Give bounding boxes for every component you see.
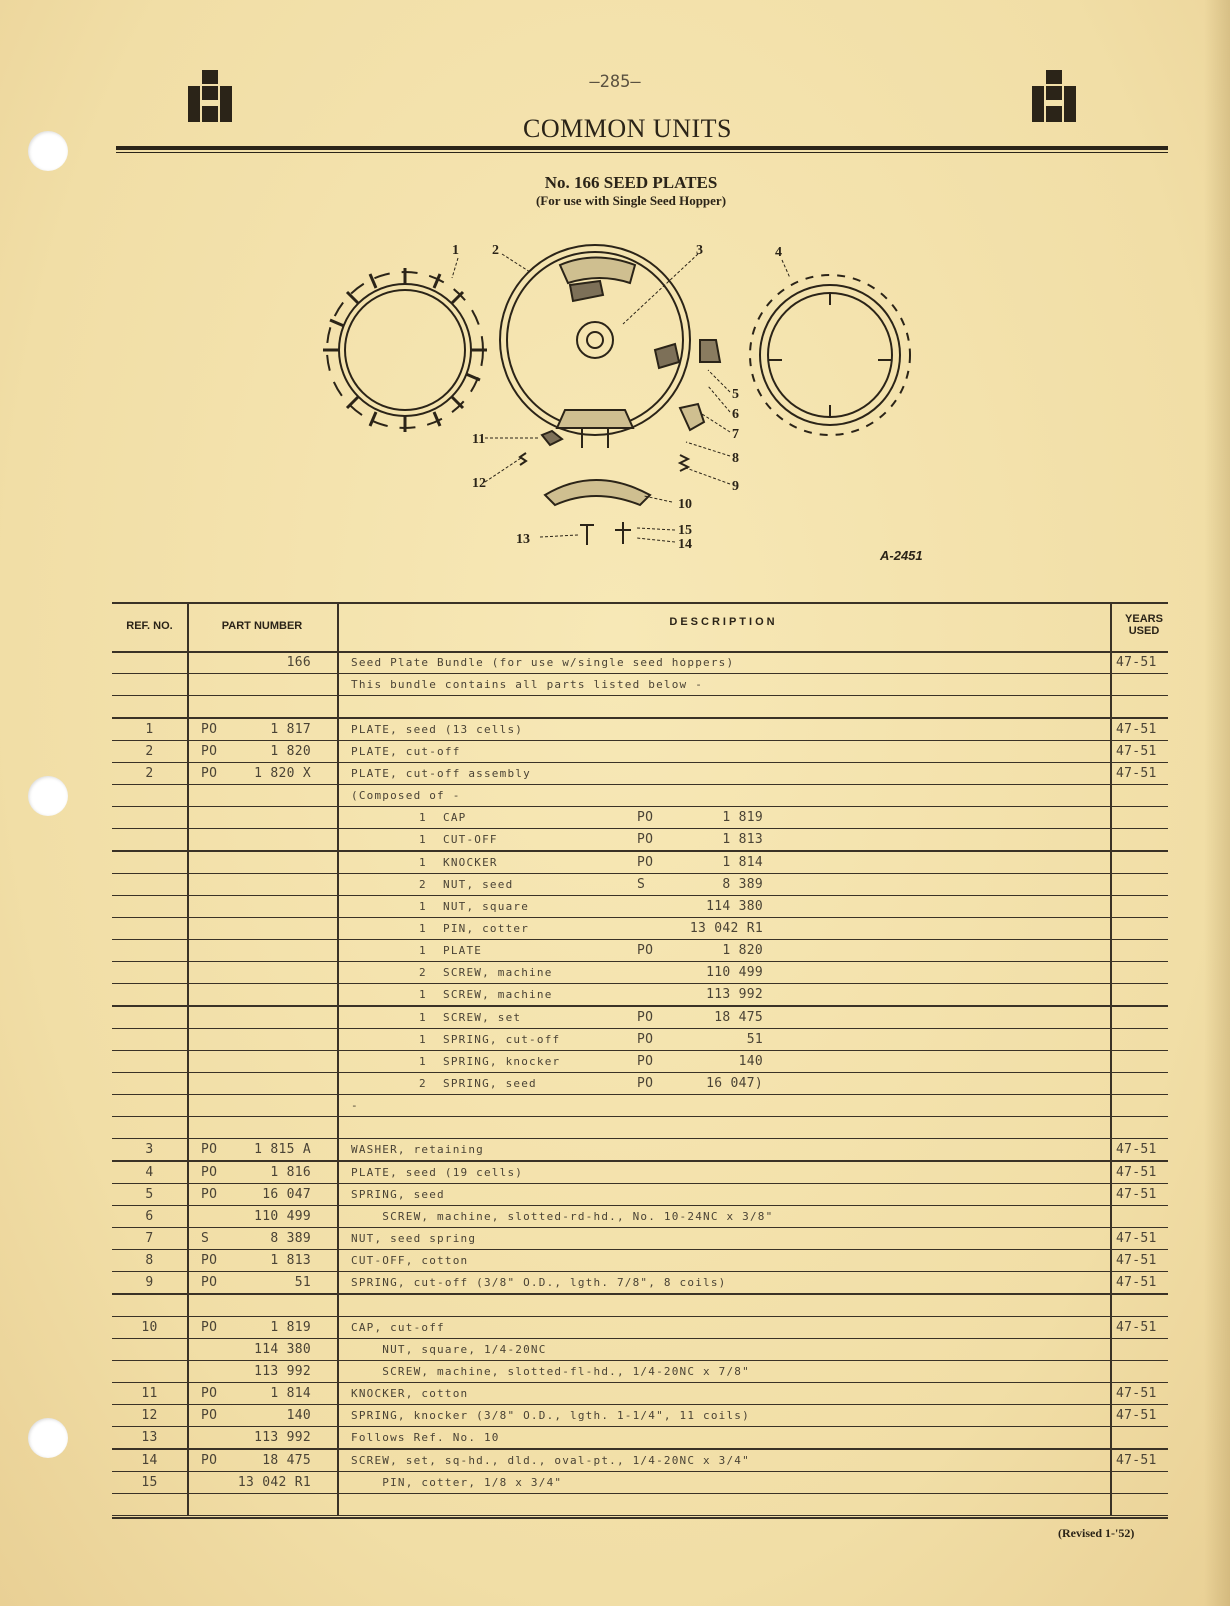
table-row-rule [112,917,1168,918]
row-ref-no: 15 [141,1474,158,1490]
title-rule [116,146,1168,150]
row-description: SCREW, set, sq-hd., dld., oval-pt., 1/4-20NC x 3/4" [351,1453,750,1467]
row-part-prefix: PO [201,743,218,759]
figure-id: A-2451 [880,548,923,563]
row-sub-part-prefix: PO [637,1053,654,1069]
callout-1: 1 [452,243,459,258]
row-years-used: 47-51 [1116,1253,1157,1269]
table-row-rule [112,784,1168,785]
row-sub-description: CUT-OFF [443,833,498,847]
row-part-number: 16 047 [262,1186,311,1202]
row-ref-no: 5 [145,1186,154,1202]
callout-3: 3 [696,243,703,258]
row-part-number: 1 813 [270,1253,311,1269]
row-sub-part-prefix: PO [637,832,654,848]
row-description: SPRING, cut-off (3/8" O.D., lgth. 7/8", 8 coils) [351,1276,727,1290]
row-part-prefix: PO [201,1452,218,1468]
row-part-number: 18 475 [262,1452,311,1468]
row-description: CUT-OFF, cotton [351,1254,469,1268]
table-row-rule [112,1338,1168,1339]
row-sub-description: PIN, cotter [443,921,530,935]
row-sub-part-prefix: PO [637,943,654,959]
table-top-rule [112,602,1168,604]
row-part-number: 114 380 [254,1341,311,1357]
row-years-used: 47-51 [1116,1452,1157,1468]
row-sub-quantity: 1 [419,1054,427,1068]
row-description: SPRING, seed [351,1187,445,1201]
revision-note: (Revised 1-'52) [1058,1526,1135,1540]
row-sub-quantity: 1 [419,1032,427,1046]
row-description: - [351,1099,359,1113]
row-sub-quantity: 1 [419,855,427,869]
row-description: PLATE, cut-off assembly [351,766,531,780]
row-ref-no: 8 [145,1253,154,1269]
row-sub-part-number: 51 [746,1031,763,1047]
row-part-number: 1 816 [270,1164,311,1180]
table-row-rule [112,1138,1168,1139]
table-row-rule [112,1227,1168,1228]
row-sub-part-number: 16 047) [706,1076,763,1091]
table-row-rule [112,1293,1168,1294]
row-description: PLATE, seed (13 cells) [351,722,524,736]
row-years-used: 47-51 [1116,1164,1157,1180]
callout-13: 13 [516,532,530,547]
row-part-number: 8 389 [270,1231,311,1247]
row-ref-no: 6 [145,1208,154,1224]
table-row-rule [112,1471,1168,1472]
row-years-used: 47-51 [1116,1275,1157,1291]
row-description: PLATE, cut-off [351,744,461,758]
row-sub-part-prefix: PO [637,1031,654,1047]
page-edge-shadow [1204,0,1230,1606]
row-ref-no: 7 [145,1231,154,1247]
row-years-used: 47-51 [1116,1142,1157,1158]
row-sub-quantity: 1 [419,899,427,913]
row-description: This bundle contains all parts listed below - [351,678,704,692]
row-sub-description: PLATE [443,944,483,958]
table-row-rule [112,1382,1168,1383]
table-row-rule [112,828,1168,829]
table-row-rule [112,983,1168,984]
table-row-rule [112,939,1168,940]
row-description: SPRING, knocker (3/8" O.D., lgth. 1-1/4", 11 coils) [351,1409,750,1423]
table-row-rule [112,1404,1168,1405]
row-ref-no: 10 [141,1319,158,1335]
row-description: (Composed of - [351,789,461,803]
table-row-rule [112,1360,1168,1361]
row-sub-quantity: 2 [419,877,427,891]
table-row-rule [112,806,1168,807]
row-description: NUT, seed spring [351,1232,477,1246]
seed-plate-13-cells-drawing [323,268,487,432]
header-years-used: YEARS USED [1125,613,1163,637]
row-sub-part-prefix: PO [637,1076,654,1091]
table-row-rule [112,1094,1168,1095]
row-sub-quantity: 1 [419,944,427,958]
row-part-number: 113 992 [254,1430,311,1446]
callout-9: 9 [732,479,739,494]
row-ref-no: 14 [141,1452,158,1468]
row-part-number: 140 [286,1408,311,1424]
table-row-rule [112,1448,1168,1449]
row-ref-no: 1 [145,721,154,737]
binder-hole-middle [28,776,68,816]
header-description: DESCRIPTION [669,616,778,628]
table-row-rule [112,1271,1168,1272]
row-sub-description: KNOCKER [443,855,498,869]
row-sub-part-number: 1 819 [722,810,763,826]
table-row-rule [112,850,1168,851]
row-description: SCREW, machine, slotted-fl-hd., 1/4-20NC x 7/8" [351,1364,750,1378]
row-part-number: 13 042 R1 [237,1474,311,1490]
row-part-number: 1 815 A [254,1142,311,1158]
row-description: SCREW, machine, slotted-rd-hd., No. 10-24NC x 3/8" [351,1209,774,1223]
row-description: NUT, square, 1/4-20NC [351,1342,547,1356]
row-sub-part-prefix: PO [637,854,654,870]
row-ref-no: 2 [145,743,154,759]
row-part-prefix: PO [201,1253,218,1269]
row-sub-description: SCREW, set [443,1010,522,1024]
seed-plate-19-cells-drawing [750,275,910,435]
callout-14: 14 [678,537,692,552]
row-years-used: 47-51 [1116,1231,1157,1247]
table-row-rule [112,673,1168,674]
row-years-used: 47-51 [1116,743,1157,759]
callout-7: 7 [732,427,739,442]
row-sub-quantity: 2 [419,966,427,980]
callout-5: 5 [732,387,739,402]
row-description: CAP, cut-off [351,1320,445,1334]
callout-6: 6 [732,407,739,422]
row-ref-no: 4 [145,1164,154,1180]
row-ref-no: 12 [141,1408,158,1424]
row-part-number: 110 499 [254,1208,311,1224]
table-row-rule [112,1116,1168,1117]
row-part-number: 1 820 [270,743,311,759]
callout-2: 2 [492,243,499,258]
row-sub-quantity: 1 [419,1010,427,1024]
table-row-rule [112,961,1168,962]
callout-4: 4 [775,245,782,260]
table-row-rule [112,1072,1168,1073]
row-sub-description: SPRING, seed [443,1077,537,1090]
table-row-rule [112,1005,1168,1006]
row-part-prefix: PO [201,721,218,737]
table-row-rule [112,717,1168,718]
row-years-used: 47-51 [1116,765,1157,781]
table-row-rule [112,1050,1168,1051]
row-part-prefix: PO [201,765,218,781]
row-ref-no: 13 [141,1430,158,1446]
row-ref-no: 3 [145,1142,154,1158]
row-ref-no: 9 [145,1275,154,1291]
callout-15: 15 [678,523,692,538]
table-bottom-rule [112,1517,1168,1519]
row-part-prefix: PO [201,1164,218,1180]
row-years-used: 47-51 [1116,1319,1157,1335]
row-part-number: 113 992 [254,1363,311,1379]
row-description: Follows Ref. No. 10 [351,1431,500,1445]
row-part-prefix: PO [201,1186,218,1202]
section-title: No. 166 SEED PLATES [544,173,718,192]
row-sub-quantity: 1 [419,811,427,825]
table-row-rule [112,1160,1168,1161]
row-description: PLATE, seed (19 cells) [351,1165,524,1179]
row-sub-quantity: 1 [419,988,427,1002]
row-part-number: 1 814 [270,1386,311,1402]
row-sub-part-number: 113 992 [706,987,763,1003]
table-row-rule [112,762,1168,763]
row-sub-description: SCREW, machine [443,988,553,1002]
row-sub-part-number: 1 820 [722,943,763,959]
table-row-rule [112,1426,1168,1427]
row-years-used: 47-51 [1116,1186,1157,1202]
binder-hole-bottom [28,1418,68,1458]
table-row-rule [112,1028,1168,1029]
row-sub-part-number: 13 042 R1 [689,920,763,936]
row-sub-description: SPRING, knocker [443,1054,561,1068]
row-sub-part-number: 1 814 [722,854,763,870]
row-part-prefix: PO [201,1142,218,1158]
row-years-used: 47-51 [1116,655,1157,671]
table-row-rule [112,1183,1168,1184]
table-header-rule [112,651,1168,653]
seed-plate-diagram [320,240,940,570]
table-row-rule [112,1316,1168,1317]
row-description: KNOCKER, cotton [351,1387,469,1401]
row-ref-no: 2 [145,765,154,781]
table-row-rule [112,1515,1168,1516]
row-sub-quantity: 2 [419,1077,427,1090]
row-description: PIN, cotter, 1/8 x 3/4" [351,1475,563,1489]
row-description: Seed Plate Bundle (for use w/single seed hoppers) [351,656,735,670]
row-sub-part-prefix: S [637,876,646,892]
row-years-used: 47-51 [1116,1386,1157,1402]
row-sub-part-number: 114 380 [706,898,763,914]
header-ref-no: REF. NO. [126,620,173,632]
row-part-prefix: PO [201,1275,218,1291]
row-part-number: 1 819 [270,1319,311,1335]
table-row-rule [112,895,1168,896]
row-sub-part-number: 1 813 [722,832,763,848]
row-description: WASHER, retaining [351,1143,484,1157]
callout-10: 10 [678,497,692,512]
table-row-rule [112,1249,1168,1250]
row-sub-part-number: 18 475 [714,1009,763,1025]
table-row-rule [112,695,1168,696]
row-part-number: 51 [294,1275,311,1291]
row-sub-description: SPRING, cut-off [443,1032,561,1046]
row-sub-quantity: 1 [419,833,427,847]
page-number: —285— [589,72,641,92]
table-row-rule [112,873,1168,874]
row-part-number: 1 817 [270,721,311,737]
row-sub-part-number: 8 389 [722,876,763,892]
row-part-number: 166 [286,655,311,671]
row-part-prefix: PO [201,1386,218,1402]
page-title: COMMON UNITS [523,114,732,143]
callout-11: 11 [472,432,486,447]
header-part-number: PART NUMBER [221,620,303,632]
row-sub-part-number: 110 499 [706,965,763,981]
callout-8: 8 [732,451,739,466]
row-sub-part-prefix: PO [637,1009,654,1025]
row-sub-quantity: 1 [419,921,427,935]
row-part-number: 1 820 X [254,765,311,781]
table-row-rule [112,740,1168,741]
section-note: (For use with Single Seed Hopper) [535,193,727,208]
row-sub-description: NUT, square [443,899,530,913]
title-rule-thin [116,152,1168,153]
row-sub-description: CAP [443,811,467,825]
row-part-prefix: PO [201,1319,218,1335]
table-row-rule [112,1493,1168,1494]
row-sub-part-number: 140 [738,1053,763,1069]
table-row-rule [112,1205,1168,1206]
row-years-used: 47-51 [1116,1408,1157,1424]
row-ref-no: 11 [141,1386,158,1402]
row-part-prefix: S [201,1231,210,1247]
row-years-used: 47-51 [1116,721,1157,737]
row-sub-part-prefix: PO [637,810,654,826]
callout-12: 12 [472,476,486,491]
row-sub-description: SCREW, machine [443,966,553,980]
row-sub-description: NUT, seed [443,877,514,891]
row-part-prefix: PO [201,1408,218,1424]
